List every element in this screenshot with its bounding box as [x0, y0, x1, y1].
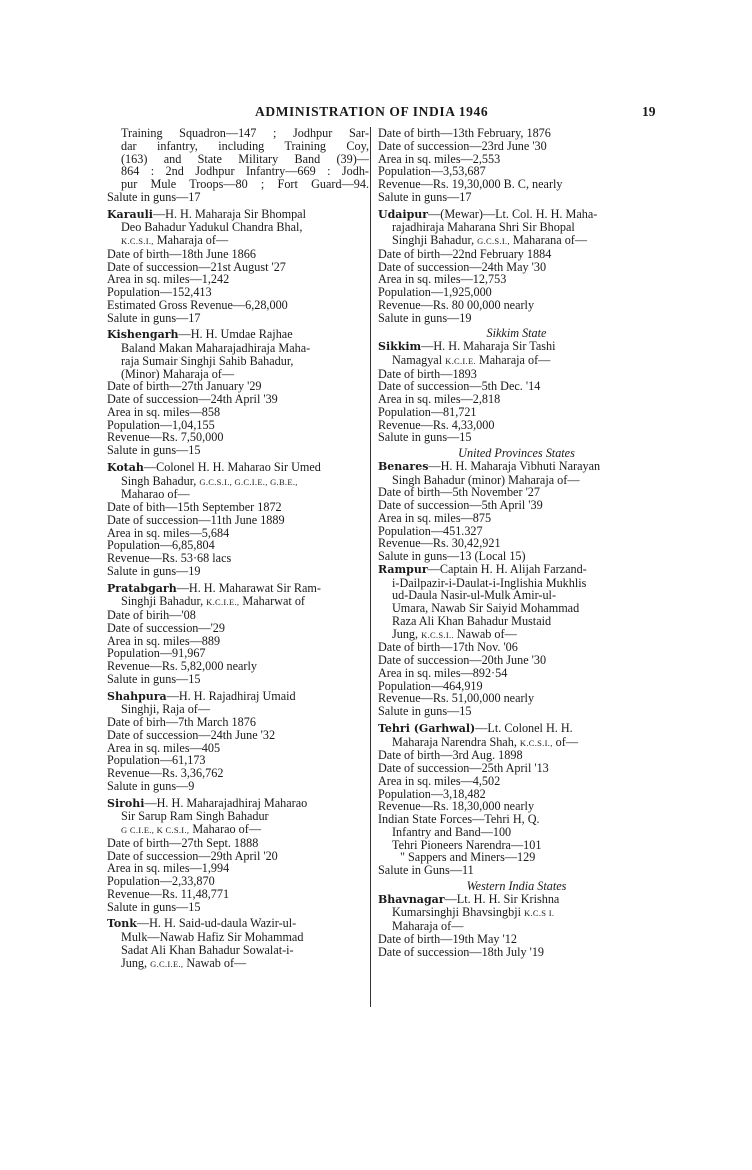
- detail-line: Date of succession—18th July '19: [378, 944, 545, 959]
- text-line: rajadhiraja Maharana Shri Sir Bhopal: [392, 220, 575, 235]
- detail-line: Population—91,967: [107, 646, 206, 661]
- detail-line: Revenue—Rs. 5,82,000 nearly: [107, 659, 257, 673]
- detail-line: Population—61,173: [107, 753, 206, 768]
- detail-line: Date of succession—29th April '20: [107, 848, 278, 863]
- detail-line: Revenue—Rs. 3,36,762: [107, 766, 224, 780]
- forces-line: Infantry and Band—100: [392, 824, 512, 839]
- text-line: Nawab of—: [453, 626, 517, 641]
- text-line: Maharao of—: [121, 487, 190, 502]
- state-name: Kishengarh: [107, 328, 179, 342]
- page-header: [0, 104, 752, 122]
- detail-line: Area in sq. miles—12,753: [378, 272, 507, 287]
- text-line: Maharao of—: [189, 822, 262, 836]
- detail-line: Revenue—Rs. 7,50,000: [107, 430, 224, 445]
- detail-line: Date of birth—27th Sept. 1888: [107, 835, 259, 850]
- ruler-title: —Lt. Colonel H. H.: [475, 720, 573, 735]
- entry-sirohi: [107, 797, 369, 914]
- detail-line: Date of succession—25th April '13: [378, 761, 549, 775]
- detail-line: Salute in guns—15: [107, 443, 201, 457]
- detail-line: Date of birth—18th June 1866: [107, 246, 256, 261]
- running-title: ADMINISTRATION OF INDIA 1946: [255, 104, 489, 119]
- detail-line: Population—464,919: [378, 678, 483, 693]
- detail-line: Salute in guns—9: [107, 778, 195, 793]
- text-line: Singhji, Raja of—: [121, 702, 211, 717]
- entry-tonk: [107, 917, 369, 970]
- state-name: Benares: [378, 459, 429, 473]
- detail-line: Date of birth—19th May '12: [378, 931, 517, 946]
- detail-line: Population—1,925,000: [378, 285, 492, 299]
- honours: K.C.I.E.,: [206, 597, 240, 608]
- detail-line: Salute in guns—19: [378, 310, 472, 325]
- entry-rampur: [378, 563, 655, 718]
- detail-line: Date of succession—5th Dec. '14: [378, 379, 541, 394]
- detail-line: Date of birh—7th March 1876: [107, 715, 256, 729]
- ruler-title: —Lt. H. H. Sir Krishna: [444, 891, 560, 906]
- entry-pratabgarh: [107, 582, 369, 686]
- text-line: Maharaja of—: [392, 919, 464, 933]
- detail-line: Revenue—Rs. 11,48,771: [107, 886, 230, 901]
- text-line: Singh Bahadur (minor) Maharaja of—: [392, 472, 580, 487]
- detail-line: Area in sq. miles—5,684: [107, 525, 230, 540]
- text-line: Maharaja of—: [153, 233, 229, 247]
- detail-line: Population—81,721: [378, 404, 477, 419]
- text-line: Raza Ali Khan Bahadur Mustaid: [392, 613, 552, 628]
- page-number: 19: [642, 104, 656, 119]
- ruler-title: —H. H. Maharajadhiraj Maharao: [144, 795, 308, 810]
- detail-line: Area in sq. miles—405: [107, 740, 221, 755]
- detail-line: Date of birth—17th Nov. '06: [378, 640, 518, 655]
- detail-line: Revenue—Rs. 19,30,000 B. C, nearly: [378, 177, 563, 191]
- detail-line: Date of birth—3rd Aug. 1898: [378, 748, 523, 763]
- entry-kotah: [107, 461, 369, 578]
- ruler-title: —H. H. Rajadhiraj Umaid: [166, 688, 296, 703]
- ruler-title: —H. H. Maharaja Sir Tashi: [421, 339, 556, 353]
- ruler-title: —Colonel H. H. Maharao Sir Umed: [143, 459, 321, 474]
- section-heading-western-india: Western India States: [466, 878, 567, 893]
- text-line: Deo Bahadur Yadukul Chandra Bhal,: [121, 220, 303, 235]
- detail-line: Salute in guns—17: [378, 189, 472, 204]
- detail-line: Population—6,85,804: [107, 538, 215, 553]
- text-line: 864 : 2nd Jodhpur Infantry—669 : Jodh-: [121, 164, 369, 179]
- state-name: Tehri (Garhwal): [378, 721, 476, 735]
- detail-line: Date of birih—'08: [107, 608, 196, 622]
- honours: K.C.S.I.,: [519, 737, 553, 748]
- forces-line: Tehri Pioneers Narendra—101: [392, 837, 542, 852]
- entry-continuation: [107, 127, 369, 204]
- detail-line: Area in sq. miles—889: [107, 633, 221, 648]
- text-line: Training Squadron—147 ; Jodhpur Sar-: [121, 126, 369, 140]
- ruler-title: —H. H. Said-ud-daula Wazir-ul-: [136, 916, 297, 931]
- text-line: Nawab of—: [183, 955, 247, 970]
- text-line: Mulk—Nawab Hafiz Sir Mohammad: [121, 930, 304, 944]
- detail-line: Area in sq. miles—1,242: [107, 272, 230, 287]
- state-name: Shahpura: [107, 689, 167, 703]
- detail-line: Salute in guns—17: [107, 310, 201, 325]
- detail-line: Salute in guns—19: [107, 563, 201, 578]
- detail-line: Date of birth—5th November '27: [378, 485, 540, 500]
- state-name: Sikkim: [378, 340, 422, 353]
- text-line: Jung,: [121, 955, 151, 970]
- detail-line: Revenue—Rs. 18,30,000 nearly: [378, 799, 535, 814]
- detail-line: Date of succession—21st August '27: [107, 259, 286, 274]
- detail-line: Salute in guns—15: [378, 704, 472, 718]
- left-column: [107, 127, 369, 970]
- salute-line: Salute in guns—17: [107, 189, 201, 204]
- text-line: Maharwat of: [239, 594, 305, 609]
- text-line: (163) and State Military Band (39)—: [121, 151, 369, 166]
- state-name: Rampur: [378, 562, 428, 576]
- detail-line: Area in sq. miles—892·54: [378, 665, 508, 680]
- text-line: Umara, Nawab Sir Saiyid Mohammad: [392, 601, 580, 615]
- state-name: Bhavnagar: [378, 892, 445, 906]
- detail-line: Date of succession—24th June '32: [107, 727, 276, 742]
- text-line: Singhji Bahadur,: [121, 594, 207, 609]
- detail-line: Population—1,04,155: [107, 417, 215, 432]
- text-line: dar infantry, including Training Coy,: [121, 138, 369, 153]
- detail-line: Date of birth—1893: [378, 366, 477, 381]
- honours: K.C.S I.: [524, 908, 555, 919]
- text-line: Maharana of—: [509, 233, 588, 247]
- entry-bhavnagar: [378, 893, 655, 959]
- detail-line: Population—3,53,687: [378, 164, 486, 179]
- detail-line: Date of succession—5th April '39: [378, 498, 543, 512]
- state-name: Sirohi: [107, 796, 145, 810]
- detail-line: Date of succession—24th April '39: [107, 392, 278, 406]
- text-line: Jung,: [392, 626, 422, 641]
- detail-line: Area in sq. miles—875: [378, 510, 492, 525]
- detail-line: Revenue—Rs. 80 00,000 nearly: [378, 297, 535, 312]
- text-line: Singh Bahadur,: [121, 473, 200, 488]
- state-name: Tonk: [107, 917, 137, 931]
- forces-line: Indian State Forces—Tehri H, Q.: [378, 812, 540, 826]
- detail-line: Area in sq. miles—2,818: [378, 392, 501, 406]
- section-heading-united-provinces: United Provinces States: [458, 446, 575, 460]
- detail-line: Population—451.327: [378, 523, 483, 538]
- honours: G.C.S.I.,: [477, 236, 510, 246]
- entry-kishengarh: [107, 328, 369, 457]
- detail-line: Estimated Gross Revenue—6,28,000: [107, 297, 288, 312]
- detail-line: Revenue—Rs. 4,33,000: [378, 417, 495, 432]
- detail-line: Date of succession—24th May '30: [378, 259, 547, 274]
- text-line: Baland Makan Maharajadhiraja Maha-: [121, 341, 311, 355]
- ruler-title: —H. H. Umdae Rajhae: [178, 327, 293, 342]
- detail-line: Date of bith—15th September 1872: [107, 500, 282, 514]
- detail-line: Revenue—Rs. 30,42,921: [378, 536, 501, 551]
- text-line: Sadat Ali Khan Bahadur Sowalat-i-: [121, 942, 294, 957]
- entry-shahpura: [107, 690, 369, 793]
- detail-line: Salute in guns—15: [107, 671, 201, 686]
- text-line: pur Mule Troops—80 ; Fort Guard—94.: [121, 177, 369, 191]
- entry-benares: [378, 460, 655, 563]
- detail-line: Date of birth—27th January '29: [107, 379, 262, 394]
- detail-line: Revenue—Rs. 51,00,000 nearly: [378, 691, 535, 706]
- detail-line: Salute in guns—13 (Local 15): [378, 549, 526, 563]
- text-line: Singhji Bahadur,: [392, 233, 478, 247]
- honours: G.C.S.I., G.C.I.E., G.B.E.,: [199, 476, 298, 487]
- entry-tehri: [378, 722, 655, 877]
- column-divider: [370, 127, 371, 1007]
- salute-line: Salute in Guns—11: [378, 863, 474, 877]
- honours: K.C.I.E.: [445, 355, 476, 366]
- ruler-title: —H. H. Maharawat Sir Ram-: [176, 580, 321, 595]
- detail-line: Salute in guns—15: [107, 899, 201, 914]
- detail-line: Area in sq. miles—1,994: [107, 861, 230, 876]
- text-line: Maharaja Narendra Shah,: [392, 734, 520, 749]
- detail-line: Date of succession—'29: [107, 620, 225, 635]
- entry-sikkim: [378, 340, 655, 444]
- state-name: Kotah: [107, 460, 144, 474]
- entry-karauli: [107, 208, 369, 325]
- entry-continuation: [378, 127, 655, 204]
- detail-line: Salute in guns—15: [378, 430, 472, 445]
- text-line: Maharaja of—: [475, 352, 551, 367]
- detail-line: Area in sq. miles—2,553: [378, 151, 501, 166]
- text-line: of—: [552, 734, 579, 749]
- ruler-title: —Captain H. H. Alijah Farzand-: [427, 561, 587, 576]
- honours: K.C.S.I..: [421, 629, 454, 640]
- text-line: (Minor) Maharaja of—: [121, 366, 235, 381]
- honours: G.C.I.E.,: [150, 958, 184, 969]
- state-name: Udaipur: [378, 207, 429, 221]
- detail-line: Population—152,413: [107, 285, 212, 299]
- detail-line: Population—3,18,482: [378, 786, 486, 801]
- detail-line: Area in sq. miles—4,502: [378, 773, 501, 788]
- state-name: Karauli: [107, 207, 153, 221]
- right-column: [378, 127, 655, 958]
- detail-line: Revenue—Rs. 53·68 lacs: [107, 551, 232, 565]
- detail-line: Area in sq. miles—858: [107, 404, 221, 419]
- ruler-title: —H. H. Maharaja Sir Bhompal: [152, 206, 306, 221]
- detail-line: Population—2,33,870: [107, 874, 215, 888]
- detail-line: Date of birth—13th February, 1876: [378, 126, 551, 140]
- ruler-title: —(Mewar)—Lt. Col. H. H. Maha-: [428, 206, 598, 221]
- section-heading-sikkim: Sikkim State: [486, 326, 547, 341]
- text-line: Sir Sarup Ram Singh Bahadur: [121, 809, 269, 824]
- detail-line: Date of birth—22nd February 1884: [378, 246, 552, 261]
- text-line: Kumarsinghji Bhavsingbji: [392, 905, 525, 920]
- text-line: ud-Daula Nasir-ul-Mulk Amir-ul-: [392, 588, 557, 603]
- honours: K.C.S.I.,: [121, 236, 154, 246]
- detail-line: Date of succession—11th June 1889: [107, 512, 285, 527]
- detail-line: Date of succession—20th June '30: [378, 653, 547, 667]
- forces-line: " Sappers and Miners—129: [400, 850, 536, 865]
- text-line: i-Dailpazir-i-Daulat-i-Inglishia Mukhlis: [392, 575, 587, 590]
- honours: G C.I.E., K C.S.I.,: [121, 825, 190, 835]
- state-name: Pratabgarh: [107, 581, 177, 595]
- text-line: raja Sumair Singhji Sahib Bahadur,: [121, 353, 294, 368]
- ruler-title: —H. H. Maharaja Vibhuti Narayan: [428, 458, 601, 473]
- detail-line: Date of succession—23rd June '30: [378, 138, 547, 153]
- text-line: Namagyal: [392, 352, 446, 367]
- entry-udaipur: [378, 208, 655, 325]
